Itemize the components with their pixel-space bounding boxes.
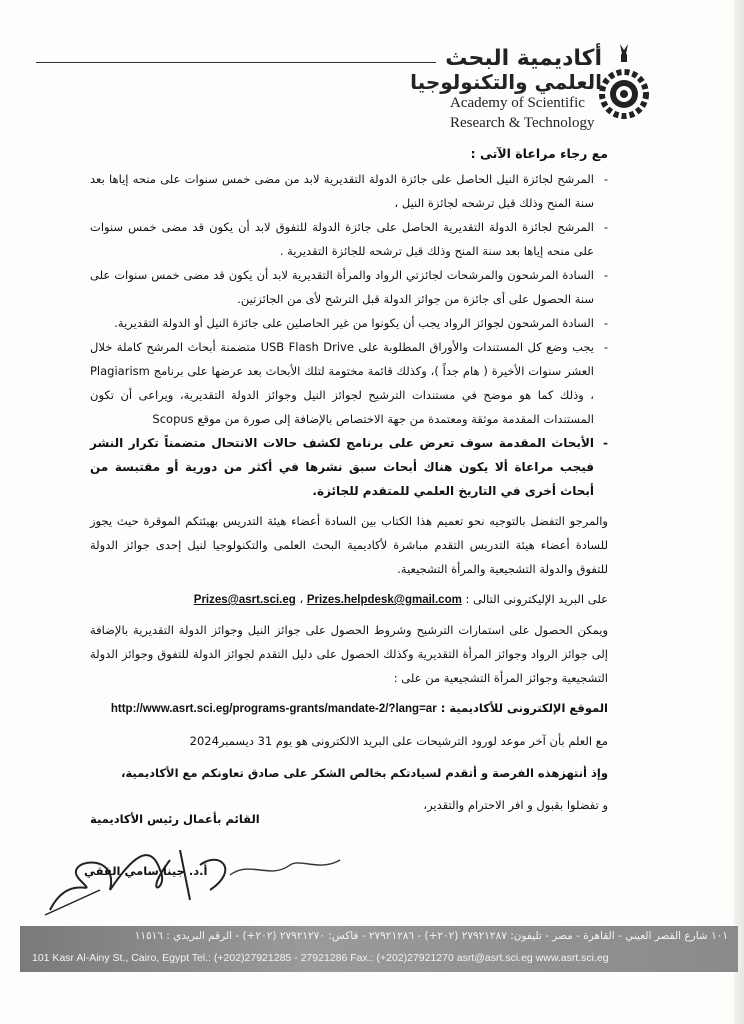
list-item: - المرشح لجائزة الدولة التقديرية الحاصل على جائزة الدولة للتفوق لابد أن يكون قد مضى خمس سنوات على منحه إياها بعد سنة المنح وذلك قبل ترشحه للجائزة التقديرية . <box>90 220 608 258</box>
website-row: الموقع الإلكترونى للأكاديمية : http://www.asrt.sci.eg/programs-grants/mandate-2/?lang=ar <box>110 701 608 715</box>
signatory-name: أ.د. جينا سامي الفقي <box>84 864 208 878</box>
website-label: الموقع الإلكترونى للأكاديمية <box>449 701 608 715</box>
email-row: على البريد الإليكترونى التالى : Prizes@asrt.sci.eg ، Prizes.helpdesk@gmail.com <box>193 592 608 606</box>
forms-paragraph: ويمكن الحصول على استمارات الترشيح وشروط الحصول على جوائز النيل وجوائز الدولة التقديرية بالإضافة إلى جوائز الرواد وجوائز المرأة التقديرية وكذلك الحصول على دليل التقدم لجوائز الدولة للتفوق وجوائز الدولة التشجيعية وجوائز المرأة التشجيعية من على : <box>90 623 608 685</box>
website-link[interactable]: http://www.asrt.sci.eg/programs-grants/mandate-2/?lang=ar <box>110 703 437 715</box>
list-item: - المرشح لجائزة النيل الحاصل على جائزة الدولة التقديرية لابد من مضى خمس سنوات على منحه إياها بعد سنة المنح وذلك قبل ترشحه لجائزة النيل ، <box>90 172 608 210</box>
org-name-english-line1: Academy of Scientific <box>450 95 585 111</box>
header-rule <box>36 62 436 63</box>
footer-address-arabic: ١٠١ شارع القصر العيني - القاهرة - مصر - تليفون: ٢٧٩٢١٢٨٧ (٢٠٢+) - ٢٧٩٢١٢٨٦ - فاكس: ٢٧٩٢١٢٧٠ (٢٠٢+) - الرقم البريدي : ١١٥١٦ <box>134 930 728 942</box>
email-link-primary[interactable]: Prizes@asrt.sci.eg <box>193 594 296 606</box>
org-name-english-line2: Research & Technology <box>450 115 595 131</box>
email-label: على البريد الإليكترونى التالى : <box>465 592 608 606</box>
list-item: - يجب وضع كل المستندات والأوراق المطلوبة على USB Flash Drive متضمنة أبحاث المرشح كاملة خلال العشر سنوات الأخيرة ( هام جداً )، وكذلك قائمة مختومة لتلك الأبحاث بعد عرضها على برنامج Plagiarism ، وذلك كما هو موضح في مستندات الترشيح لجوائز النيل وجوائز الدولة التقديرية، ويراعى أن تكون المستندات المقدمة موثقة ومعتمدة من جهة الاختصاص بالإضافة إلى صورة من موقع Scopus <box>90 340 608 426</box>
footer-address-english: 101 Kasr Al-Ainy St., Cairo, Egypt Tel.: (+202)27921285 - 27921286 Fax.: (+202)27921270 asrt@asrt.sci.eg www.asrt.sci.eg <box>32 952 609 964</box>
email-link-helpdesk[interactable]: Prizes.helpdesk@gmail.com <box>306 594 462 606</box>
org-name-arabic-line2: العلمي والتكنولوجيا <box>410 70 602 94</box>
intro-heading: مع رجاء مراعاة الآتى : <box>470 146 608 161</box>
letter-body <box>90 138 608 817</box>
scan-edge <box>734 0 744 1024</box>
regards-note: و تفضلوا بقبول و افر الاحترام والتقدير، <box>423 798 608 812</box>
circulation-paragraph: والمرجو التفضل بالتوجيه نحو تعميم هذا الكتاب بين السادة أعضاء هيئة التدريس بهيئتكم الموقرة حيث يجوز للسادة أعضاء هيئة التدريس التقدم مباشرة لأكاديمية البحث العلمى والتكنولوجيا لنيل إحدى جوائز الدولة للتفوق والدولة التشجيعية والمرأة التشجيعية. <box>90 514 608 576</box>
footer-bar <box>20 926 738 972</box>
org-name-arabic-line1: أكاديمية البحث <box>445 46 602 71</box>
signatory-title: القائم بأعمال رئيس الأكاديمية <box>90 812 260 826</box>
list-item: - السادة المرشحون لجوائز الرواد يجب أن يكونوا من غير الحاصلين على جائزة النيل أو الدولة التقديرية. <box>114 316 608 330</box>
thanks-note: وإذ أنتهزهذه الفرصة و أتقدم لسيادتكم بخالص الشكر على صادق تعاونكم مع الأكاديمية، <box>121 766 608 780</box>
deadline-note: مع العلم بأن آخر موعد لورود الترشيحات على البريد الالكترونى هو يوم 31 ديسمبر2024 <box>189 734 608 748</box>
academy-logo-icon <box>598 42 650 132</box>
list-item-plagiarism: - الأبحاث المقدمة سوف تعرض على برنامج لكشف حالات الانتحال متضمناً تكرار النشر فيجب مراعاة ألا يكون هناك أبحاث سبق نشرها في أكثر من دورية أو مقتبسة من أبحاث أخرى في التاريخ العلمي للمتقدم للجائزة. <box>90 436 608 498</box>
list-item: - السادة المرشحون والمرشحات لجائزتي الرواد والمرأة التقديرية لابد أن يكون قد مضى خمس سنوات على سنة الحصول على أى جائزة من جوائز الدولة قبل الترشح لأى من الجائزتين. <box>90 268 608 306</box>
